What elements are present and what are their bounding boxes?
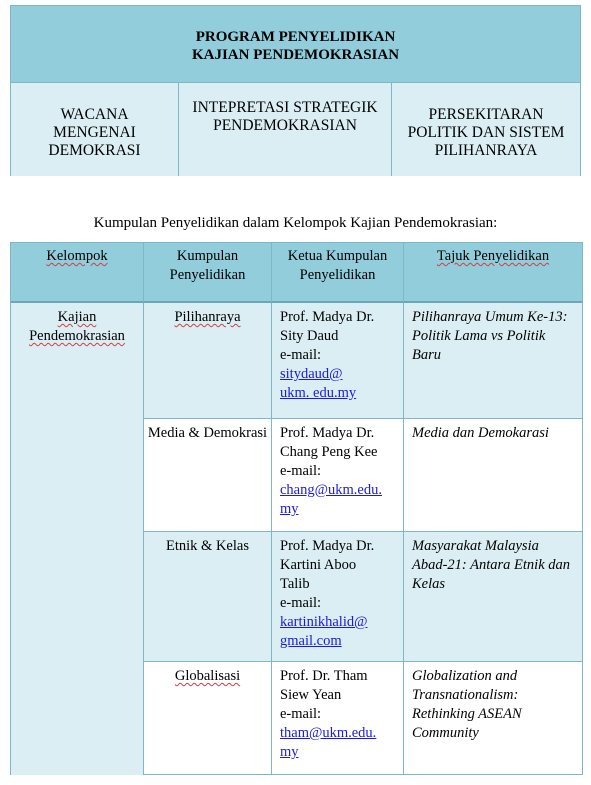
- email-link[interactable]: sitydaud@: [280, 366, 343, 382]
- email-link[interactable]: my: [280, 744, 299, 760]
- tajuk-cell: Pilihanraya Umum Ke-13: Politik Lama vs Politik Baru: [412, 309, 568, 363]
- column-header-tajuk: [404, 243, 582, 303]
- tajuk-cell: Globalization and Transnationalism: Rethinking ASEAN Community: [412, 668, 522, 741]
- ketua-cell: [272, 419, 404, 531]
- kumpulan-label: Globalisasi: [174, 668, 241, 684]
- table-caption: Kumpulan Penyelidikan dalam Kelompok Kajian Pendemokrasian:: [93, 215, 498, 231]
- column-header-kumpulan: Kumpulan Penyelidikan: [144, 243, 272, 303]
- column-header-ketua: Ketua Kumpulan Penyelidikan: [272, 243, 404, 303]
- program-title-line2: KAJIAN PENDEMOKRASIAN: [191, 47, 400, 63]
- area-line: PERSEKITARAN: [428, 106, 544, 123]
- email-link[interactable]: ukm. edu.my: [280, 385, 357, 401]
- area-line: DEMOKRASI: [48, 142, 141, 159]
- ketua-line: Chang Peng Kee: [280, 444, 378, 460]
- ketua-line: e-mail:: [280, 347, 322, 363]
- ketua-cell: [272, 303, 404, 418]
- area-wacana: [11, 83, 179, 176]
- kumpulan-cell: [144, 662, 272, 774]
- tajuk-cell: Masyarakat Malaysia Abad-21: Antara Etnik dan Kelas: [412, 538, 571, 592]
- area-line: MENGENAI: [53, 124, 136, 141]
- area-line: PENDEMOKRASIAN: [213, 117, 357, 134]
- program-title: [11, 6, 580, 83]
- kumpulan-cell: [144, 303, 272, 418]
- ketua-line: Prof. Madya Dr.: [280, 425, 375, 441]
- area-line: POLITIK DAN SISTEM: [407, 124, 565, 141]
- ketua-line: e-mail:: [280, 706, 322, 722]
- program-header-table: [10, 5, 581, 176]
- ketua-line: Sity Daud: [280, 328, 339, 344]
- column-header-label: Kelompok: [46, 248, 108, 264]
- area-line: INTEPRETASI STRATEGIK: [192, 99, 378, 116]
- table-row: [144, 661, 582, 774]
- table-row: [144, 418, 582, 531]
- ketua-line: Prof. Madya Dr.: [280, 538, 375, 554]
- email-link[interactable]: my: [280, 501, 299, 517]
- kumpulan-cell: Media & Demokrasi: [144, 419, 272, 531]
- column-header-label: Tajuk Penyelidikan: [436, 248, 550, 264]
- ketua-line: Kartini Aboo: [280, 557, 357, 573]
- research-groups-table: [10, 242, 583, 775]
- ketua-line: Prof. Dr. Tham: [280, 668, 368, 684]
- ketua-line: e-mail:: [280, 463, 322, 479]
- area-line: PILIHANRAYA: [434, 142, 538, 159]
- tajuk-cell: Media dan Demokarasi: [412, 425, 549, 441]
- ketua-line: Talib: [280, 576, 310, 592]
- ketua-line: Prof. Madya Dr.: [280, 309, 375, 325]
- ketua-cell: [272, 662, 404, 774]
- kumpulan-label: Pilihanraya: [174, 309, 241, 325]
- area-persekitaran: [392, 83, 580, 176]
- table-row: [144, 303, 582, 418]
- kelompok-cell: [11, 303, 144, 775]
- area-line: WACANA: [60, 106, 129, 123]
- area-intepretasi: [179, 83, 392, 176]
- program-title-line1: PROGRAM PENYELIDIKAN: [195, 29, 396, 45]
- table-row: [144, 531, 582, 661]
- ketua-line: Siew Yean: [280, 687, 342, 703]
- ketua-line: e-mail:: [280, 595, 322, 611]
- email-link[interactable]: gmail.com: [280, 633, 342, 649]
- email-link[interactable]: tham@ukm.edu.: [280, 725, 377, 741]
- kelompok-label: Kajian Pendemokrasian: [29, 309, 125, 344]
- email-link[interactable]: chang@ukm.edu.: [280, 482, 382, 498]
- kumpulan-cell: Etnik & Kelas: [144, 532, 272, 661]
- column-header-kelompok: [11, 243, 144, 303]
- email-link[interactable]: kartinikhalid@: [280, 614, 368, 630]
- ketua-cell: [272, 532, 404, 661]
